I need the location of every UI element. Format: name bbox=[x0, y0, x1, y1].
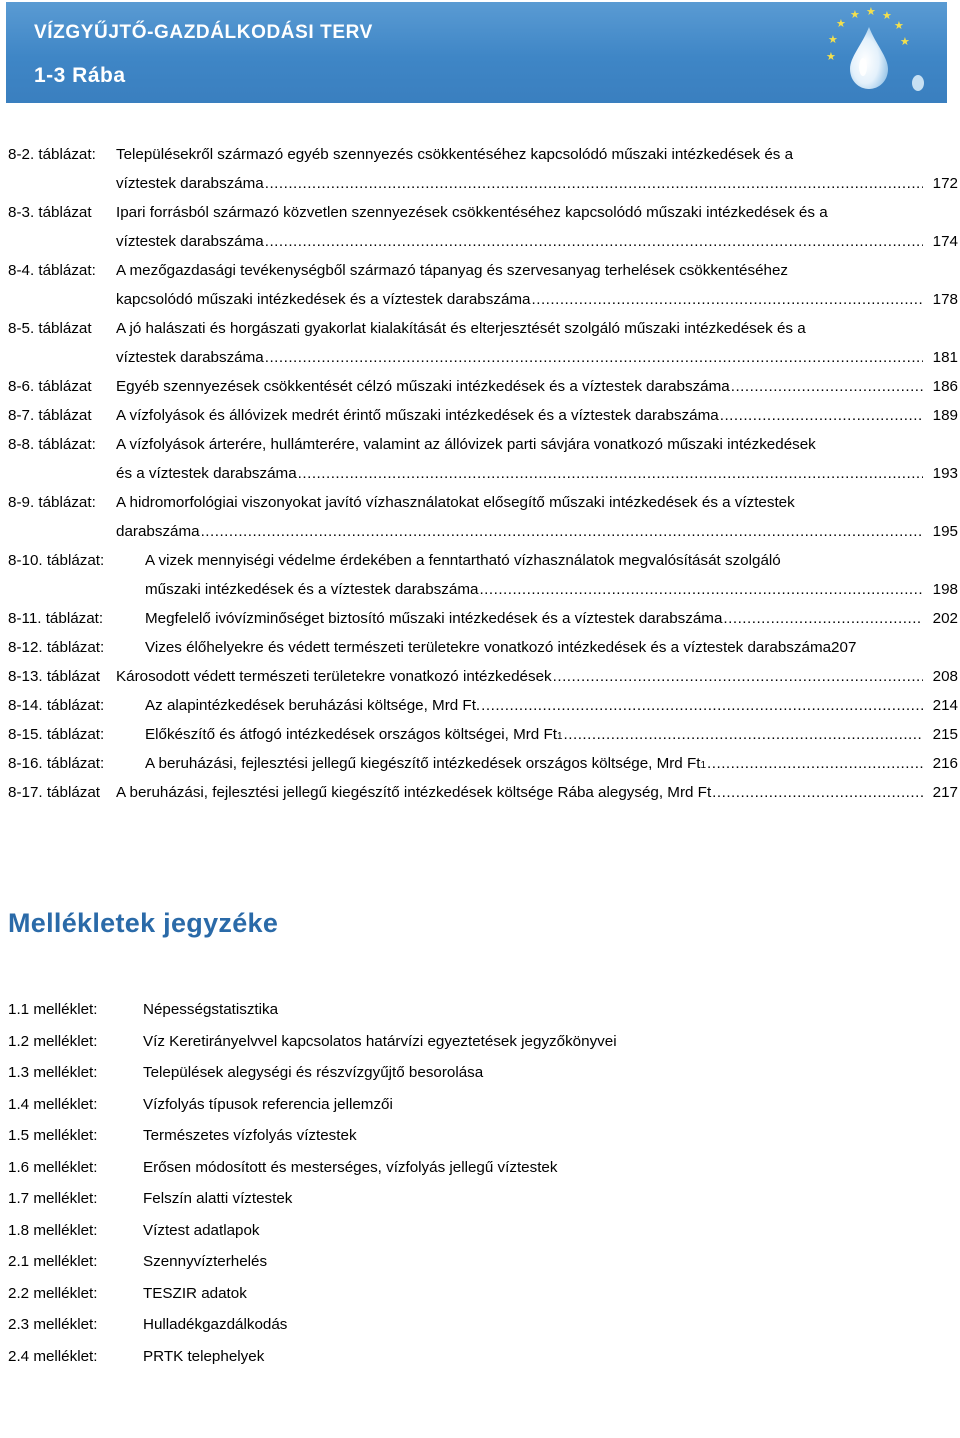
svg-text:★: ★ bbox=[828, 33, 838, 46]
table-title: A beruházási, fejlesztési jellegű kiegészítő intézkedések országos költsége, Mrd Ft bbox=[145, 755, 701, 772]
annex-item[interactable] bbox=[8, 1152, 617, 1184]
annex-title: Hulladékgazdálkodás bbox=[143, 1316, 288, 1333]
annexes-list bbox=[8, 994, 617, 1372]
dot-leader bbox=[265, 227, 923, 256]
dot-leader bbox=[481, 691, 923, 720]
annex-number: 1.6 melléklet: bbox=[8, 1158, 98, 1176]
annex-number: 2.3 melléklet: bbox=[8, 1316, 98, 1333]
table-number: 8-8. táblázat: bbox=[8, 436, 96, 453]
table-title-continued: víztestek darabszáma bbox=[116, 233, 264, 250]
page-number: 174 bbox=[932, 233, 958, 250]
annex-number: 1.5 melléklet: bbox=[8, 1127, 98, 1144]
annex-title: Víz Keretirányelvvel kapcsolatos határvízi egyeztetések jegyzőkönyvei bbox=[143, 1032, 617, 1050]
table-title: Károsodott védett természeti területekre vonatkozó intézkedések bbox=[116, 668, 552, 685]
table-number: 8-13. táblázat bbox=[8, 668, 101, 685]
toc-entry[interactable] bbox=[8, 430, 958, 488]
toc-entry[interactable]: 8-16. táblázat: A beruházási, fejlesztési jellegű kiegészítő intézkedések országos költsége, Mrd Ft 1 ..... 216 bbox=[8, 749, 958, 778]
table-title: A vízfolyások és állóvizek medrét érintő műszaki intézkedések és a víztestek darabszáma bbox=[116, 407, 719, 424]
page-number: 186 bbox=[932, 378, 958, 395]
svg-text:★: ★ bbox=[894, 19, 904, 32]
page-number: 193 bbox=[932, 465, 958, 482]
dot-leader bbox=[532, 285, 924, 314]
toc-entry[interactable] bbox=[8, 662, 958, 691]
svg-text:★: ★ bbox=[882, 9, 892, 22]
dot-leader bbox=[265, 169, 923, 198]
toc-entry[interactable] bbox=[8, 256, 958, 314]
annex-item[interactable] bbox=[8, 1120, 617, 1152]
table-number: 8-11. táblázat: bbox=[8, 610, 104, 627]
annex-number: 1.3 melléklet: bbox=[8, 1064, 98, 1081]
document-subtitle: 1-3 Rába bbox=[34, 64, 126, 87]
svg-text:★: ★ bbox=[866, 5, 876, 18]
annex-number: 1.2 melléklet: bbox=[8, 1032, 98, 1050]
page-number: 217 bbox=[932, 784, 958, 801]
table-number: 8-3. táblázat bbox=[8, 204, 92, 221]
table-number: 8-9. táblázat: bbox=[8, 494, 96, 511]
table-title: Ipari forrásból származó közvetlen szennyezések csökkentéséhez kapcsolódó műszaki intézkedések és a bbox=[116, 204, 828, 221]
table-title: A hidromorfológiai viszonyokat javító vízhasználatokat elősegítő műszaki intézkedések és a víztestek bbox=[116, 494, 795, 511]
table-title-continued: műszaki intézkedések és a víztestek darabszáma bbox=[145, 581, 479, 598]
table-title-continued: kapcsolódó műszaki intézkedések és a víztestek darabszáma bbox=[116, 291, 531, 308]
table-title-continued: és a víztestek darabszáma bbox=[116, 465, 297, 482]
page-number: 181 bbox=[932, 349, 958, 366]
dot-leader bbox=[731, 372, 923, 401]
annex-number: 1.7 melléklet: bbox=[8, 1190, 98, 1207]
page-number: 216 bbox=[932, 755, 958, 772]
annex-item[interactable] bbox=[8, 994, 617, 1026]
table-number: 8-16. táblázat: bbox=[8, 755, 105, 772]
svg-text:★: ★ bbox=[836, 17, 846, 30]
table-number: 8-14. táblázat: bbox=[8, 697, 105, 714]
dot-leader bbox=[553, 662, 923, 691]
table-number: 8-2. táblázat: bbox=[8, 146, 96, 163]
table-title: Előkészítő és átfogó intézkedések országos költségei, Mrd Ft bbox=[145, 726, 557, 743]
annex-number: 1.8 melléklet: bbox=[8, 1221, 98, 1239]
toc-entry[interactable] bbox=[8, 401, 958, 430]
page-number: 214 bbox=[932, 697, 958, 714]
annex-number: 2.4 melléklet: bbox=[8, 1347, 98, 1365]
annex-item[interactable] bbox=[8, 1026, 617, 1058]
annex-item[interactable] bbox=[8, 1246, 617, 1278]
table-title: Az alapintézkedések beruházási költsége, Mrd Ft. bbox=[145, 697, 481, 714]
table-number: 8-6. táblázat bbox=[8, 378, 92, 395]
dot-leader bbox=[265, 343, 923, 372]
svg-text:★: ★ bbox=[826, 50, 836, 63]
water-drop-eu-stars-icon bbox=[814, 5, 939, 97]
annex-title: Víztest adatlapok bbox=[143, 1221, 260, 1239]
annex-title: Népességstatisztika bbox=[143, 1001, 279, 1018]
toc-entry[interactable] bbox=[8, 488, 958, 546]
toc-entry[interactable] bbox=[8, 546, 958, 604]
page-number: 202 bbox=[932, 610, 958, 627]
table-title: Településekről származó egyéb szennyezés csökkentéséhez kapcsolódó műszaki intézkedések és a bbox=[116, 146, 794, 163]
table-title: Megfelelő ivóvízminőséget biztosító műszaki intézkedések és a víztestek darabszáma bbox=[145, 610, 723, 627]
toc-entry[interactable] bbox=[8, 140, 958, 198]
toc-entry[interactable] bbox=[8, 691, 958, 720]
dot-leader bbox=[712, 778, 923, 807]
svg-text:★: ★ bbox=[850, 8, 860, 21]
annex-item[interactable] bbox=[8, 1309, 617, 1341]
page-number: 178 bbox=[932, 291, 958, 308]
annex-title: Vízfolyás típusok referencia jellemzői bbox=[143, 1095, 393, 1113]
annex-number: 1.1 melléklet: bbox=[8, 1001, 98, 1018]
table-title: A beruházási, fejlesztési jellegű kiegészítő intézkedések költsége Rába alegység, Mrd Ft bbox=[116, 784, 712, 801]
page-number: 215 bbox=[932, 726, 958, 743]
table-title: A mezőgazdasági tevékenységből származó tápanyag és szervesanyag terhelések csökkentéséhez bbox=[116, 262, 789, 279]
table-number: 8-5. táblázat bbox=[8, 320, 92, 337]
toc-entry[interactable] bbox=[8, 198, 958, 256]
dot-leader bbox=[201, 517, 923, 546]
page-number: 207 bbox=[831, 639, 857, 656]
table-title: Vizes élőhelyekre és védett természeti területekre vonatkozó intézkedések és a víztestek darabszáma bbox=[145, 639, 832, 656]
annex-title: PRTK telephelyek bbox=[143, 1347, 265, 1365]
annex-title: Természetes vízfolyás víztestek bbox=[143, 1127, 357, 1144]
toc-entry[interactable]: 8-15. táblázat: Előkészítő és átfogó intézkedések országos költségei, Mrd Ft 1 ..... 215 bbox=[8, 720, 958, 749]
annex-item[interactable] bbox=[8, 1089, 617, 1121]
toc-entry[interactable] bbox=[8, 633, 958, 662]
annex-item[interactable] bbox=[8, 1057, 617, 1089]
annex-title: Települések alegységi és részvízgyűjtő besorolása bbox=[143, 1064, 484, 1081]
annexes-heading: Mellékletek jegyzéke bbox=[8, 908, 279, 938]
annex-number: 2.1 melléklet: bbox=[8, 1253, 98, 1270]
table-number: 8-7. táblázat bbox=[8, 407, 92, 424]
dot-leader bbox=[479, 575, 923, 604]
table-number: 8-4. táblázat: bbox=[8, 262, 96, 279]
page-number: 198 bbox=[932, 581, 958, 598]
dot-leader bbox=[298, 459, 923, 488]
annex-item[interactable] bbox=[8, 1183, 617, 1215]
document-title: VÍZGYŰJTŐ-GAZDÁLKODÁSI TERV bbox=[34, 22, 373, 43]
table-title: A vízfolyások árterére, hullámterére, valamint az állóvizek parti sávjára vonatkozó műszaki intézkedések bbox=[116, 436, 816, 453]
page-number: 208 bbox=[932, 668, 958, 685]
page-number: 189 bbox=[932, 407, 958, 424]
page-number: 195 bbox=[932, 523, 958, 540]
table-title: A vizek mennyiségi védelme érdekében a fenntartható vízhasználatok megvalósítását szolgáló bbox=[145, 552, 781, 569]
annex-title: Szennyvízterhelés bbox=[143, 1253, 268, 1270]
annex-item[interactable] bbox=[8, 1278, 617, 1310]
toc-entry[interactable] bbox=[8, 314, 958, 372]
svg-text:★: ★ bbox=[900, 35, 910, 48]
annex-item[interactable] bbox=[8, 1215, 617, 1247]
dot-leader bbox=[720, 401, 923, 430]
toc-entry[interactable] bbox=[8, 372, 958, 401]
table-number: 8-10. táblázat: bbox=[8, 552, 105, 569]
annex-title: TESZIR adatok bbox=[143, 1284, 247, 1302]
dot-leader bbox=[707, 749, 923, 778]
page-number: 172 bbox=[932, 175, 958, 192]
table-title: A jó halászati és horgászati gyakorlat kialakítását és elterjesztését szolgáló műszaki intézkedések és a bbox=[116, 320, 806, 337]
header-banner bbox=[6, 2, 947, 103]
annex-number: 2.2 melléklet: bbox=[8, 1284, 98, 1302]
annex-number: 1.4 melléklet: bbox=[8, 1095, 98, 1113]
toc-entry[interactable] bbox=[8, 778, 958, 807]
table-number: 8-15. táblázat: bbox=[8, 726, 105, 743]
table-title: Egyéb szennyezések csökkentését célzó műszaki intézkedések és a víztestek darabszáma bbox=[116, 378, 730, 395]
annex-item[interactable] bbox=[8, 1341, 617, 1373]
table-title-continued: víztestek darabszáma bbox=[116, 349, 264, 366]
table-number: 8-12. táblázat: bbox=[8, 639, 105, 656]
table-number: 8-17. táblázat bbox=[8, 784, 101, 801]
table-title-continued: víztestek darabszáma bbox=[116, 175, 264, 192]
dot-leader bbox=[723, 604, 923, 633]
annex-title: Erősen módosított és mesterséges, vízfolyás jellegű víztestek bbox=[143, 1158, 558, 1176]
dot-leader bbox=[564, 720, 923, 749]
toc-entry[interactable] bbox=[8, 604, 958, 633]
table-title-continued: darabszáma bbox=[116, 523, 200, 540]
annex-title: Felszín alatti víztestek bbox=[143, 1190, 293, 1207]
